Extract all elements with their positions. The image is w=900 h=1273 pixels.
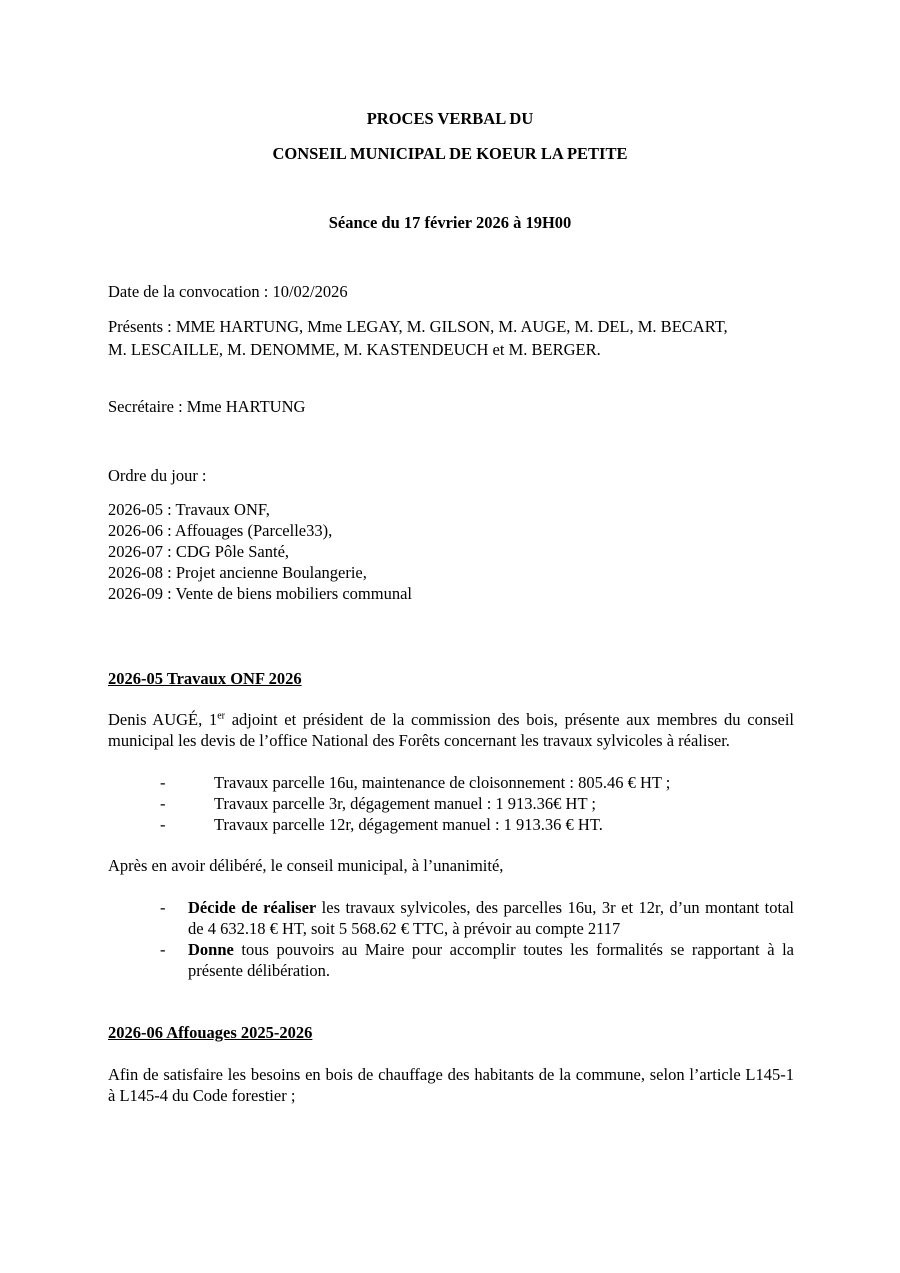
presents-line-1: Présents : MME HARTUNG, Mme LEGAY, M. GILSON, M. AUGE, M. DEL, M. BECART, — [108, 317, 728, 336]
affouages-intro-paragraph: Afin de satisfaire les besoins en bois de chauffage des habitants de la commune, selon l’article L145-1 à L145-4 du Code forestier ; — [108, 1065, 794, 1105]
decision-item — [188, 897, 794, 939]
decision-item — [188, 939, 794, 981]
decision-text: les travaux sylvicoles, des parcelles 16u, 3r et 12r, d’un montant total de 4 632.18 € HT, soit 5 568.62 € TTC, à prévoir au compte 2117 — [188, 898, 794, 938]
onf-intro-start: Denis AUGÉ, 1 — [108, 710, 218, 729]
agenda-item: 2026-08 : Projet ancienne Boulangerie, — [108, 563, 367, 582]
work-item: Travaux parcelle 12r, dégagement manuel : 1 913.36 € HT. — [214, 815, 603, 834]
session-date: Séance du 17 février 2026 à 19H00 — [328, 213, 572, 232]
section-heading-affouages: 2026-06 Affouages 2025-2026 — [108, 1023, 313, 1042]
secretary: Secrétaire : Mme HARTUNG — [108, 397, 306, 416]
list-dash: - — [160, 773, 166, 792]
presents-line-2: M. LESCAILLE, M. DENOMME, M. KASTENDEUCH et M. BERGER. — [108, 340, 601, 359]
agenda-item: 2026-06 : Affouages (Parcelle33), — [108, 521, 333, 540]
work-item: Travaux parcelle 16u, maintenance de cloisonnement : 805.46 € HT ; — [214, 773, 671, 792]
work-item: Travaux parcelle 3r, dégagement manuel : 1 913.36€ HT ; — [214, 794, 596, 813]
decision-keyword: Décide de réaliser — [188, 898, 317, 917]
title-line-2: CONSEIL MUNICIPAL DE KOEUR LA PETITE — [272, 144, 628, 163]
decision-keyword: Donne — [188, 940, 234, 959]
title-line-1: PROCES VERBAL DU — [366, 109, 534, 128]
decision-text: tous pouvoirs au Maire pour accomplir toutes les formalités se rapportant à la présente délibération. — [188, 940, 794, 980]
list-dash: - — [160, 940, 166, 959]
agenda-item: 2026-09 : Vente de biens mobiliers communal — [108, 584, 412, 603]
onf-intro-rest: adjoint et président de la commission des bois, présente aux membres du conseil municipal les devis de l’office National des Forêts concernant les travaux sylvicoles à réaliser. — [108, 710, 794, 750]
list-dash: - — [160, 794, 166, 813]
section-heading-onf: 2026-05 Travaux ONF 2026 — [108, 669, 302, 688]
deliberation-text: Après en avoir délibéré, le conseil municipal, à l’unanimité, — [108, 856, 504, 875]
convocation-date: Date de la convocation : 10/02/2026 — [108, 282, 348, 301]
list-dash: - — [160, 898, 166, 917]
ordinal-superscript: er — [217, 710, 226, 722]
onf-intro-paragraph — [108, 709, 794, 751]
agenda-item: 2026-07 : CDG Pôle Santé, — [108, 542, 290, 561]
agenda-heading: Ordre du jour : — [108, 466, 207, 485]
list-dash: - — [160, 815, 166, 834]
agenda-item: 2026-05 : Travaux ONF, — [108, 500, 270, 519]
